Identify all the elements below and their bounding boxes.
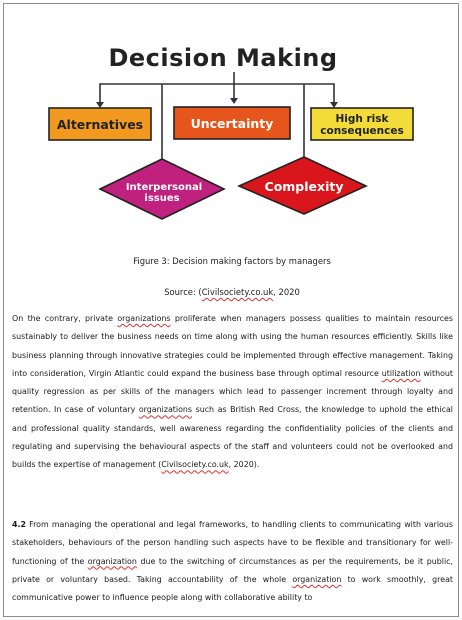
p1-flagged-word-4: Civilsociety.co.uk bbox=[161, 460, 229, 470]
source-link[interactable]: Civilsociety.co.uk bbox=[201, 287, 274, 297]
p2-text-2: due to the switching of circumstances as per the requirements, be it public, private or voluntary based. Taking accountability of the whole bbox=[12, 556, 453, 584]
p2-flagged-word-2: organization bbox=[292, 574, 342, 584]
p1-text-5: , 2020). bbox=[228, 460, 260, 470]
source-suffix: , 2020 bbox=[273, 287, 300, 297]
p2-text-1: From managing the operational and legal frameworks, to handling clients to communicating with various stakeholders, behaviours of the person handling such aspects have to be flexible and transitionary for well-functioning of the bbox=[12, 520, 453, 566]
decision-making-figure bbox=[4, 4, 459, 244]
box-uncertainty-label: Uncertainty bbox=[190, 116, 274, 131]
p1-flagged-word-3: organizations bbox=[138, 405, 193, 415]
paragraph-2 bbox=[12, 516, 453, 607]
p1-text-1: On the contrary, private bbox=[12, 314, 118, 323]
diagram-title: Decision Making bbox=[108, 44, 338, 72]
section-number: 4.2 bbox=[12, 520, 26, 529]
box-high-risk-label-line2: consequences bbox=[320, 125, 404, 137]
paragraph-1 bbox=[12, 310, 453, 475]
box-high-risk-label-line1: High risk bbox=[335, 113, 389, 125]
diamond-interpersonal-label-line2: issues bbox=[144, 193, 180, 204]
diamond-complexity bbox=[239, 157, 366, 214]
p1-flagged-word-1: organizations bbox=[117, 314, 171, 323]
figure-caption: Figure 3: Decision making factors by managers bbox=[133, 256, 331, 266]
box-alternatives-label: Alternatives bbox=[56, 117, 144, 132]
diamond-interpersonal-label-line1: Interpersonal bbox=[125, 182, 203, 193]
figure-source bbox=[4, 287, 459, 297]
source-prefix: Source: ( bbox=[164, 287, 202, 297]
p1-text-4: such as British Red Cross, the knowledge to uphold the ethical and professional quality standards, well awareness regarding the confidentiality policies of the clients and regulating and supervising the behavioural aspects of the staff and volunteers could not be overlooked and builds the expertise of management ( bbox=[12, 405, 453, 470]
p1-flagged-word-2: utilization bbox=[381, 368, 421, 378]
p2-flagged-word-1: organization bbox=[87, 556, 137, 566]
p1-text-3: without quality regression as per skills of the managers which lead to passenger increment through loyalty and retention. In case of voluntary bbox=[12, 368, 453, 415]
diamond-interpersonal bbox=[100, 159, 224, 219]
box-uncertainty bbox=[174, 107, 290, 139]
diamond-complexity-label: Complexity bbox=[264, 179, 344, 194]
box-alternatives bbox=[49, 108, 151, 140]
document-page bbox=[3, 3, 459, 617]
p2-text-3: to work smoothly, great communicative power to influence people along with collaborative ability to bbox=[12, 574, 453, 603]
p1-text-2: proliferate when managers possess qualities to maintain resources sustainably to deliver the business needs on time along with using the human resources efficiently. Skills like business planning through innovative strategies could be implemented through effective management. Taking into consideration, Virgin Atlantic could expand the business base through optimal resource bbox=[12, 314, 453, 378]
box-high-risk bbox=[311, 108, 413, 140]
